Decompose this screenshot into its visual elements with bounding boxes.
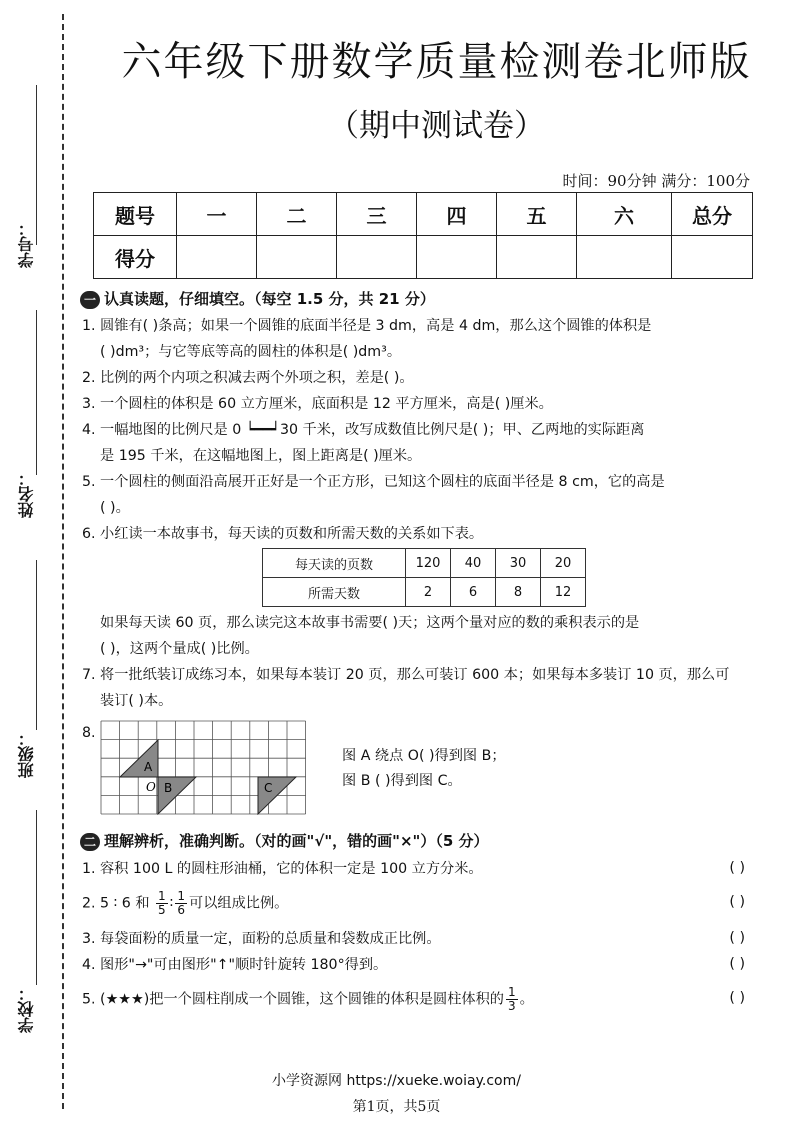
judge-item-5-text: 5. (★★★)把一个圆柱削成一个圆锥，这个圆锥的体积是圆柱体积的 xyxy=(82,991,504,1008)
q5-line1: 5. 一个圆柱的侧面沿高展开正好是一个正方形，已知这个圆柱的底面半径是 8 cm，它的高是 xyxy=(82,474,665,490)
footer-site: 小学资源网 https://xueke.woiay.com/ xyxy=(272,1073,521,1089)
section-1-title: 认真读题，仔细填空。（每空 1.5 分，共 21 分） xyxy=(104,290,435,308)
binding-dashed-line xyxy=(62,14,64,1109)
time-score-info: 时间：90分钟 满分：100分 xyxy=(562,172,750,190)
days-table-cell: 8 xyxy=(496,578,541,607)
days-table-cell: 6 xyxy=(451,578,496,607)
judge-item-1: 1. 容积 100 L 的圆柱形油桶，它的体积一定是 100 立方分米。 xyxy=(82,861,483,877)
section-1-heading xyxy=(80,288,435,309)
fraction-one-third: $\frac{1}{3}$ xyxy=(507,985,516,1013)
days-table-cell: 2 xyxy=(406,578,451,607)
judge-item-2-text: 2. 5 ∶ 6 和 xyxy=(82,895,150,912)
section-2-badge: 二 xyxy=(80,833,100,851)
reading-days-table xyxy=(262,548,586,607)
score-cell[interactable] xyxy=(177,236,257,279)
fraction-one-fifth: $\frac{1}{5}$ xyxy=(158,889,166,917)
judge-item-5-tail: 。 xyxy=(519,991,534,1008)
school-label: 学校： xyxy=(17,985,36,1033)
q7-line2: 装订( )本。 xyxy=(100,693,173,709)
score-cell[interactable] xyxy=(497,236,577,279)
q4-line2: 是 195 千米，在这幅地图上，图上距离是( )厘米。 xyxy=(100,448,422,464)
fraction-one-sixth: $\frac{1}{6}$ xyxy=(177,889,186,917)
days-table-row-label: 所需天数 xyxy=(263,578,406,607)
score-cell[interactable] xyxy=(337,236,417,279)
section-2-title: 理解辨析，准确判断。（对的画"√"，错的画"×"）（5 分） xyxy=(104,832,489,850)
days-table-cell: 20 xyxy=(541,549,586,578)
score-cell[interactable] xyxy=(577,236,672,279)
days-table-row-label: 每天读的页数 xyxy=(263,549,406,578)
days-table-cell: 40 xyxy=(451,549,496,578)
q2-line: 2. 比例的两个内项之积减去两个外项之积，差是( )。 xyxy=(82,370,414,386)
score-header-cell: 总分 xyxy=(672,193,753,236)
score-header-cell: 六 xyxy=(577,193,672,236)
q4-line1: 4. 一幅地图的比例尺是 0 ┕━━┙30 千米，改写成数值比例尺是( )；甲、乙两地的实际距离 xyxy=(82,422,645,438)
section-1-badge: 一 xyxy=(80,291,100,309)
score-header-cell: 五 xyxy=(497,193,577,236)
rotation-grid-figure xyxy=(98,716,320,816)
class-line xyxy=(36,560,37,730)
judge-item-2-tail: 可以组成比例。 xyxy=(189,895,289,912)
q5-line2: ( )。 xyxy=(100,500,130,516)
judge-answer-4[interactable]: ( ) xyxy=(729,956,745,972)
school-line xyxy=(36,810,37,985)
judge-answer-5[interactable]: ( ) xyxy=(729,990,745,1006)
judge-answer-2[interactable]: ( ) xyxy=(729,894,745,910)
score-header-cell: 题号 xyxy=(94,193,177,236)
student-id-label: 学号： xyxy=(17,220,36,268)
score-row-label: 得分 xyxy=(94,236,177,279)
judge-answer-3[interactable]: ( ) xyxy=(729,930,745,946)
q3-line: 3. 一个圆柱的体积是 60 立方厘米，底面积是 12 平方厘米，高是( )厘米。 xyxy=(82,396,553,412)
score-header-cell: 一 xyxy=(177,193,257,236)
label-c: C xyxy=(264,781,273,795)
score-cell[interactable] xyxy=(417,236,497,279)
q7-line1: 7. 将一批纸装订成练习本，如果每本装订 20 页，那么可装订 600 本；如果每本多装订 10 页，那么可 xyxy=(82,667,730,683)
judge-item-2: 2. 5 ∶ 6 和 $\frac{1}{5}$ ∶ $\frac{1}{6}$ 可以组成比例。 xyxy=(82,889,289,917)
q6-line2: 如果每天读 60 页，那么读完这本故事书需要( )天；这两个量对应的数的乘积表示的是 xyxy=(100,615,640,631)
score-header-cell: 四 xyxy=(417,193,497,236)
q8-line2: 图 B ( )得到图 C。 xyxy=(342,773,462,789)
score-header-cell: 二 xyxy=(257,193,337,236)
days-table-cell: 30 xyxy=(496,549,541,578)
score-cell[interactable] xyxy=(672,236,753,279)
name-label: 姓名： xyxy=(17,470,36,518)
page-title: 六年级下册数学质量检测卷北师版 xyxy=(121,39,752,85)
q1-line1: 1. 圆锥有( )条高；如果一个圆锥的底面半径是 3 dm，高是 4 dm，那么这个圆锥的体积是 xyxy=(82,318,652,334)
judge-answer-1[interactable]: ( ) xyxy=(729,860,745,876)
score-cell[interactable] xyxy=(257,236,337,279)
name-line xyxy=(36,310,37,475)
page-subtitle: （期中测试卷） xyxy=(328,108,545,144)
score-table xyxy=(93,192,753,279)
q1-line2: ( )dm³；与它等底等高的圆柱的体积是( )dm³。 xyxy=(100,344,402,360)
judge-item-3: 3. 每袋面粉的质量一定，面粉的总质量和袋数成正比例。 xyxy=(82,931,441,947)
class-label: 班级： xyxy=(17,730,36,778)
q8-line1: 图 A 绕点 O( )得到图 B； xyxy=(342,748,506,764)
judge-item-5 xyxy=(82,986,534,1013)
q6-line3: ( )，这两个量成( )比例。 xyxy=(100,641,259,657)
q6-line: 6. 小红读一本故事书，每天读的页数和所需天数的关系如下表。 xyxy=(82,526,484,542)
judge-item-4: 4. 图形"→"可由图形"↑"顺时针旋转 180°得到。 xyxy=(82,957,388,973)
section-2-heading xyxy=(80,830,489,851)
days-table-cell: 120 xyxy=(406,549,451,578)
score-header-cell: 三 xyxy=(337,193,417,236)
label-b: B xyxy=(164,781,173,795)
q8-number: 8. xyxy=(82,725,96,741)
label-o: O xyxy=(146,780,156,794)
label-a: A xyxy=(144,760,153,774)
days-table-cell: 12 xyxy=(541,578,586,607)
page-number: 第1页，共5页 xyxy=(352,1099,441,1115)
